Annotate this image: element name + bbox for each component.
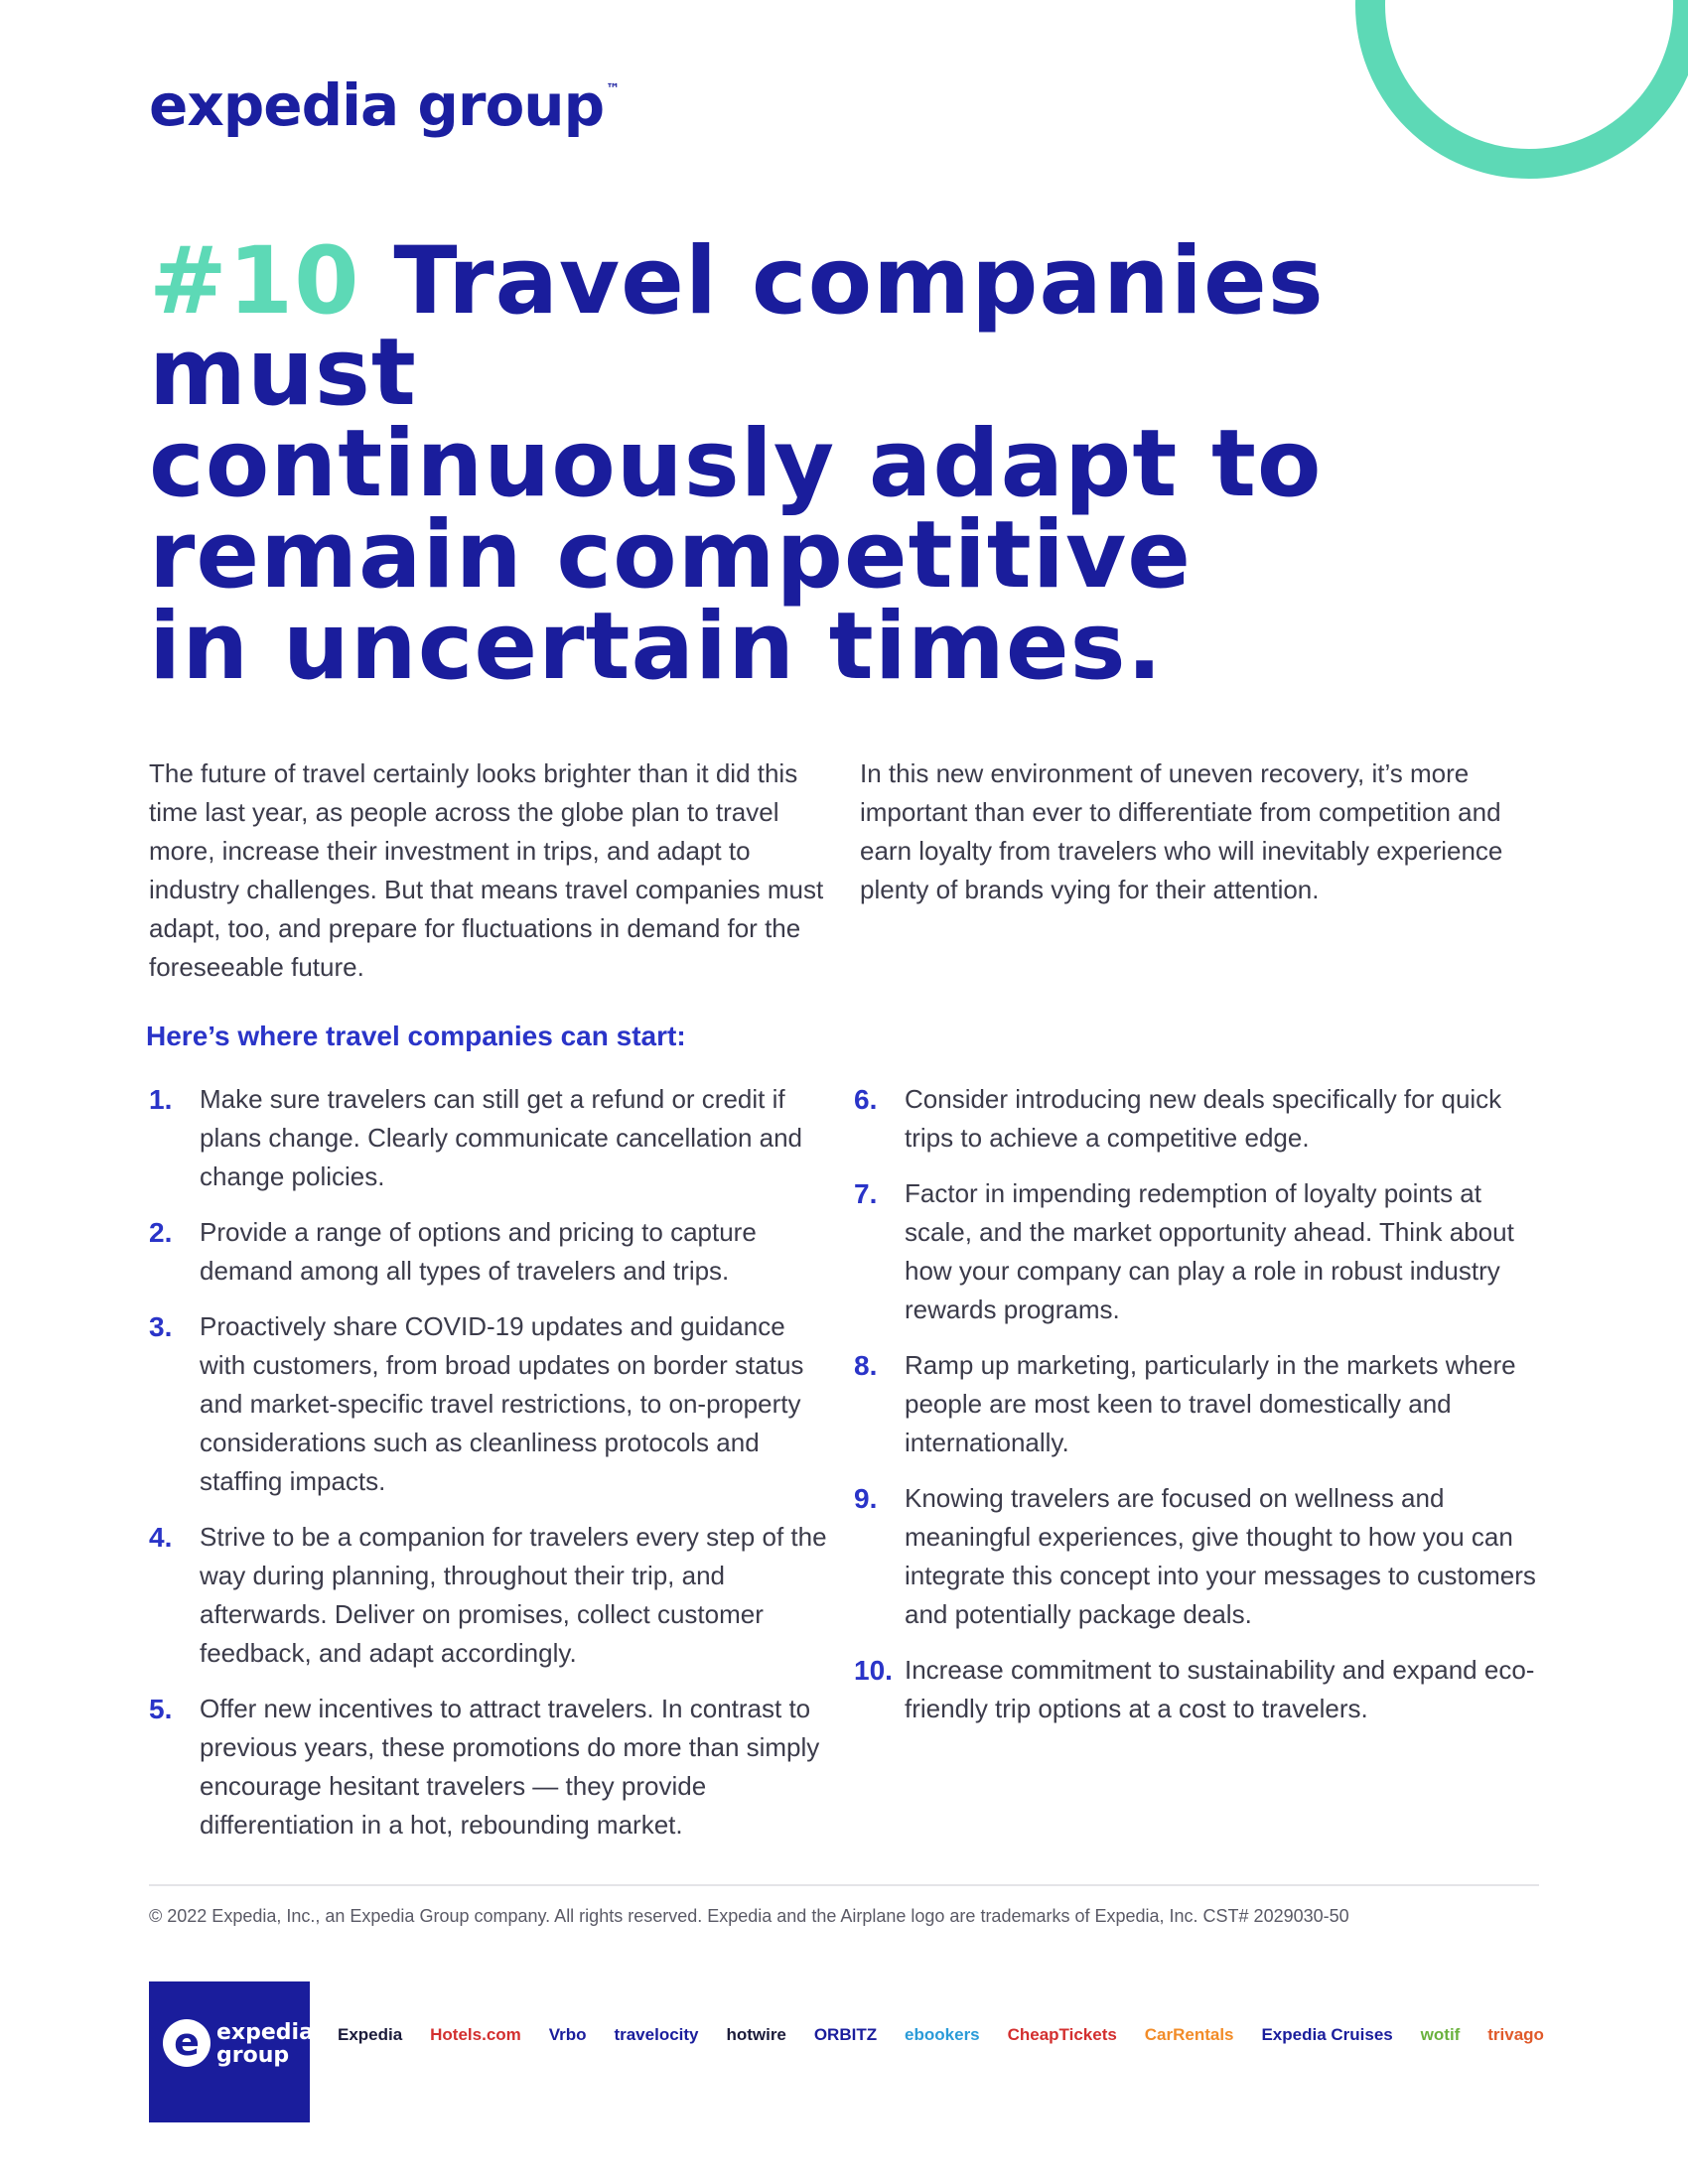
list-item (854, 1174, 1549, 1329)
headline-line-2: continuously adapt to (149, 410, 1323, 518)
item-text: Ramp up marketing, particularly in the markets where people are most keen to travel domestically and internationally. (905, 1350, 1516, 1457)
list-item (149, 1080, 834, 1196)
item-text: Factor in impending redemption of loyalty points at scale, and the market opportunity ahead. Think about how your company can play a role in robust industry rewards programs. (905, 1178, 1514, 1324)
decorative-ring (1355, 0, 1688, 179)
brand-ebookers-logo: ebookers (905, 2025, 980, 2044)
item-number: 8. (854, 1350, 878, 1381)
list-item (149, 1690, 834, 1844)
item-number: 2. (149, 1217, 173, 1248)
brand-vrbo-logo: Vrbo (548, 2025, 587, 2044)
item-number: 10. (854, 1655, 893, 1686)
item-text: Proactively share COVID-19 updates and guidance with customers, from broad updates on border status and market-specific travel restrictions, to on-property considerations such as cleanliness protocols and staffing impacts. (200, 1311, 804, 1496)
item-text: Make sure travelers can still get a refund or credit if plans change. Clearly communicate cancellation and change policies. (200, 1084, 803, 1191)
list-item (854, 1651, 1549, 1728)
brand-travelocity-logo: travelocity (614, 2025, 699, 2044)
expedia-group-badge (149, 1981, 314, 2122)
intro-paragraph-right: In this new environment of uneven recovery, it’s more important than ever to differentiate from competition and earn loyalty from travelers who will inevitably experience plenty of brands vying for their attention. (860, 758, 1503, 904)
headline-line-3: remain competitive (149, 501, 1192, 610)
item-number: 9. (854, 1483, 878, 1514)
badge-text: expedia group (216, 2020, 314, 2068)
footer-divider (149, 1884, 1539, 1886)
list-item (149, 1213, 834, 1291)
intro-paragraph-left: The future of travel certainly looks brighter than it did this time last year, as people across the globe plan to travel more, increase their investment in trips, and adapt to industry challenges. But that means travel companies must adapt, too, and prepare for fluctuations in demand for the foreseeable future. (149, 758, 824, 982)
headline-number: #10 (149, 227, 360, 336)
list-item (854, 1346, 1549, 1462)
brand-logos-row (338, 2025, 1544, 2045)
tips-column-right (854, 1080, 1549, 1728)
item-text: Consider introducing new deals specifically for quick trips to achieve a competitive edge. (905, 1084, 1502, 1153)
item-text: Strive to be a companion for travelers every step of the way during planning, throughout their trip, and afterwards. Deliver on promises, collect customer feedback, and adapt accordingly. (200, 1522, 827, 1668)
item-number: 1. (149, 1084, 173, 1115)
item-number: 7. (854, 1178, 878, 1209)
item-number: 6. (854, 1084, 878, 1115)
item-text: Provide a range of options and pricing to capture demand among all types of travelers and trips. (200, 1217, 757, 1286)
brand-hotels-logo: Hotels.com (430, 2025, 521, 2044)
brand-wotif-logo: wotif (1420, 2025, 1461, 2044)
headline-line-4: in uncertain times. (149, 593, 1164, 701)
start-heading: Here’s where travel companies can start: (146, 1021, 686, 1051)
copyright-notice: © 2022 Expedia, Inc., an Expedia Group company. All rights reserved. Expedia and the Airplane logo are trademarks of Expedia, Inc. CST# 2029030-50 (149, 1906, 1349, 1926)
item-text: Increase commitment to sustainability and expand eco-friendly trip options at a cost to travelers. (905, 1655, 1535, 1723)
headline-line-1: Travel companies must (149, 227, 1325, 427)
expedia-e-icon: e (163, 2019, 211, 2067)
brand-expedia-logo: Expedia (338, 2025, 403, 2044)
page-title (149, 227, 1579, 701)
item-text: Offer new incentives to attract travelers. In contrast to previous years, these promotions do more than simply encourage hesitant travelers — they provide differentiation in a hot, rebounding market. (200, 1694, 820, 1840)
item-text: Knowing travelers are focused on wellness and meaningful experiences, give thought to how you can integrate this concept into your messages to customers and potentially package deals. (905, 1483, 1536, 1629)
brand-hotwire-logo: hotwire (726, 2025, 786, 2044)
list-item (854, 1479, 1549, 1634)
item-number: 4. (149, 1522, 173, 1553)
brand-expedia-cruises-logo: Expedia Cruises (1261, 2025, 1393, 2044)
expedia-group-logo: expedia group ™ (149, 71, 620, 139)
item-number: 5. (149, 1694, 173, 1724)
brand-orbitz-logo: ORBITZ (813, 2025, 878, 2044)
list-item (149, 1518, 834, 1673)
list-item (854, 1080, 1549, 1158)
item-number: 3. (149, 1311, 173, 1342)
tips-column-left (149, 1080, 834, 1844)
brand-cheaptickets-logo: CheapTickets (1007, 2025, 1117, 2044)
brand-carrentals-logo: CarRentals (1144, 2025, 1234, 2044)
list-item (149, 1307, 834, 1501)
brand-trivago-logo: trivago (1487, 2025, 1544, 2044)
